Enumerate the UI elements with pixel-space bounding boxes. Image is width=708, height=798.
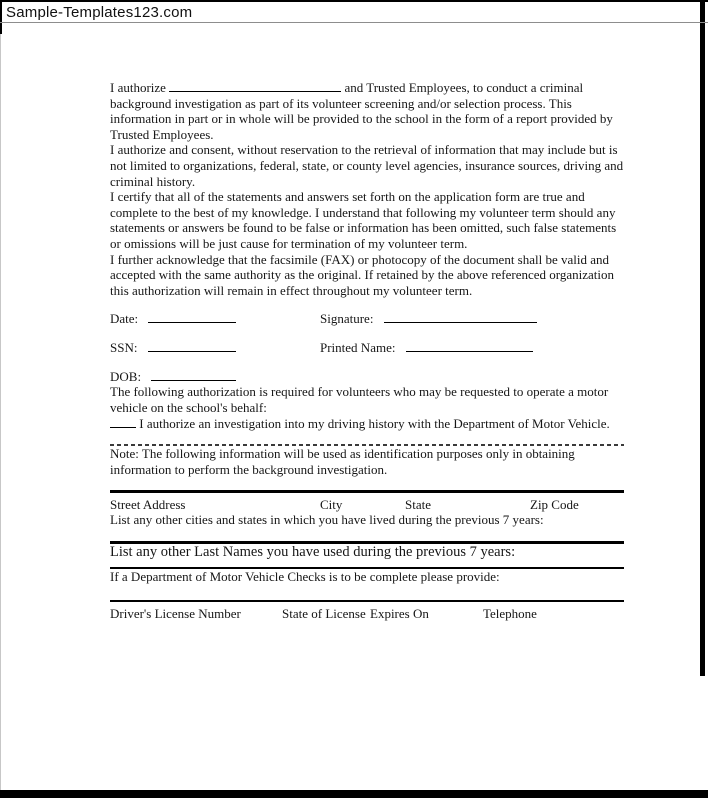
address-section-rule	[110, 490, 624, 493]
date-field	[110, 311, 320, 327]
street-address-header: Street Address	[110, 497, 186, 513]
address-header-row[interactable]	[110, 497, 624, 512]
previous-cities-prompt: List any other cities and states in which you have lived during the previous 7 years:	[110, 512, 544, 528]
paragraph-authorize-lead: I authorize	[110, 80, 166, 95]
ssn-label: SSN:	[110, 339, 138, 355]
ssn-field	[110, 340, 320, 356]
form-body	[110, 80, 624, 621]
note-paragraph: Note: The following information will be used as identification purposes only in obtaining information to perform the background investigation.	[110, 446, 575, 477]
signature-blank[interactable]	[384, 311, 537, 323]
motor-vehicle-intro: The following authorization is required for volunteers who may be requested to operate a motor vehicle on the school's behalf:	[110, 384, 609, 415]
driving-history-initial-blank[interactable]	[110, 416, 136, 428]
date-blank[interactable]	[148, 311, 236, 323]
telephone-header: Telephone	[483, 606, 537, 622]
page-border-right	[700, 0, 705, 676]
printed-name-label: Printed Name:	[320, 339, 396, 355]
state-of-license-header: State of License	[282, 606, 366, 622]
paragraph-certify: I certify that all of the statements and answers set forth on the application form are true and complete to the best of my knowledge. I understand that following my volunteer term should any statements or answers be found to be false or information has been omitted, such false statements or omissions will be just cause for termination of my volunteer term.	[110, 189, 617, 251]
paragraph-consent: I authorize and consent, without reservation to the retrieval of information that may include but is not limited to organizations, federal, state, or county level agencies, insurance sources, driving and criminal history.	[110, 142, 624, 189]
ssn-blank[interactable]	[148, 340, 236, 352]
watermark-divider	[0, 22, 708, 23]
zip-code-header: Zip Code	[530, 497, 579, 513]
page-border-top	[0, 0, 708, 2]
page-border-bottom	[0, 790, 708, 798]
state-header: State	[405, 497, 431, 513]
printed-name-field	[320, 340, 533, 356]
authorized-party-blank[interactable]	[169, 80, 341, 92]
paragraph-facsimile: I further acknowledge that the facsimile (FAX) or photocopy of the document shall be valid and accepted with the same authority as the original. If retained by the above referenced organization this authorization will remain in effect throughout my volunteer term.	[110, 251, 615, 298]
city-header: City	[320, 497, 343, 513]
site-watermark: Sample-Templates123.com	[6, 4, 193, 21]
printed-name-blank[interactable]	[406, 340, 533, 352]
page-border-left-top	[0, 0, 2, 34]
date-signature-row	[110, 310, 624, 326]
last-names-prompt: List any other Last Names you have used during the previous 7 years:	[110, 543, 516, 560]
ssn-printedname-row	[110, 339, 624, 355]
driving-history-line	[110, 416, 624, 432]
page-border-left	[0, 34, 1, 790]
dob-blank[interactable]	[151, 369, 236, 381]
expires-on-header: Expires On	[370, 606, 429, 622]
paragraph-authorize	[110, 80, 624, 142]
dob-row	[110, 368, 624, 384]
dob-field	[110, 369, 320, 385]
dmv-header-row[interactable]	[110, 606, 624, 621]
signature-label: Signature:	[320, 310, 374, 326]
signature-field	[320, 311, 537, 327]
dmv-intro: If a Department of Motor Vehicle Checks is to be complete please provide:	[110, 569, 500, 585]
date-label: Date:	[110, 310, 139, 326]
paragraph-authorize-rest: and Trusted Employees, to conduct a criminal background investigation as part of its volunteer screening and/or selection process. This information in part or in whole will be provided to the school in the form of a report provided by Trusted Employees.	[110, 80, 613, 142]
driving-history-text: I authorize an investigation into my driving history with the Department of Motor Vehicle.	[139, 415, 610, 431]
dob-label: DOB:	[110, 368, 142, 384]
dmv-rule	[110, 600, 624, 603]
drivers-license-header: Driver's License Number	[110, 606, 241, 622]
